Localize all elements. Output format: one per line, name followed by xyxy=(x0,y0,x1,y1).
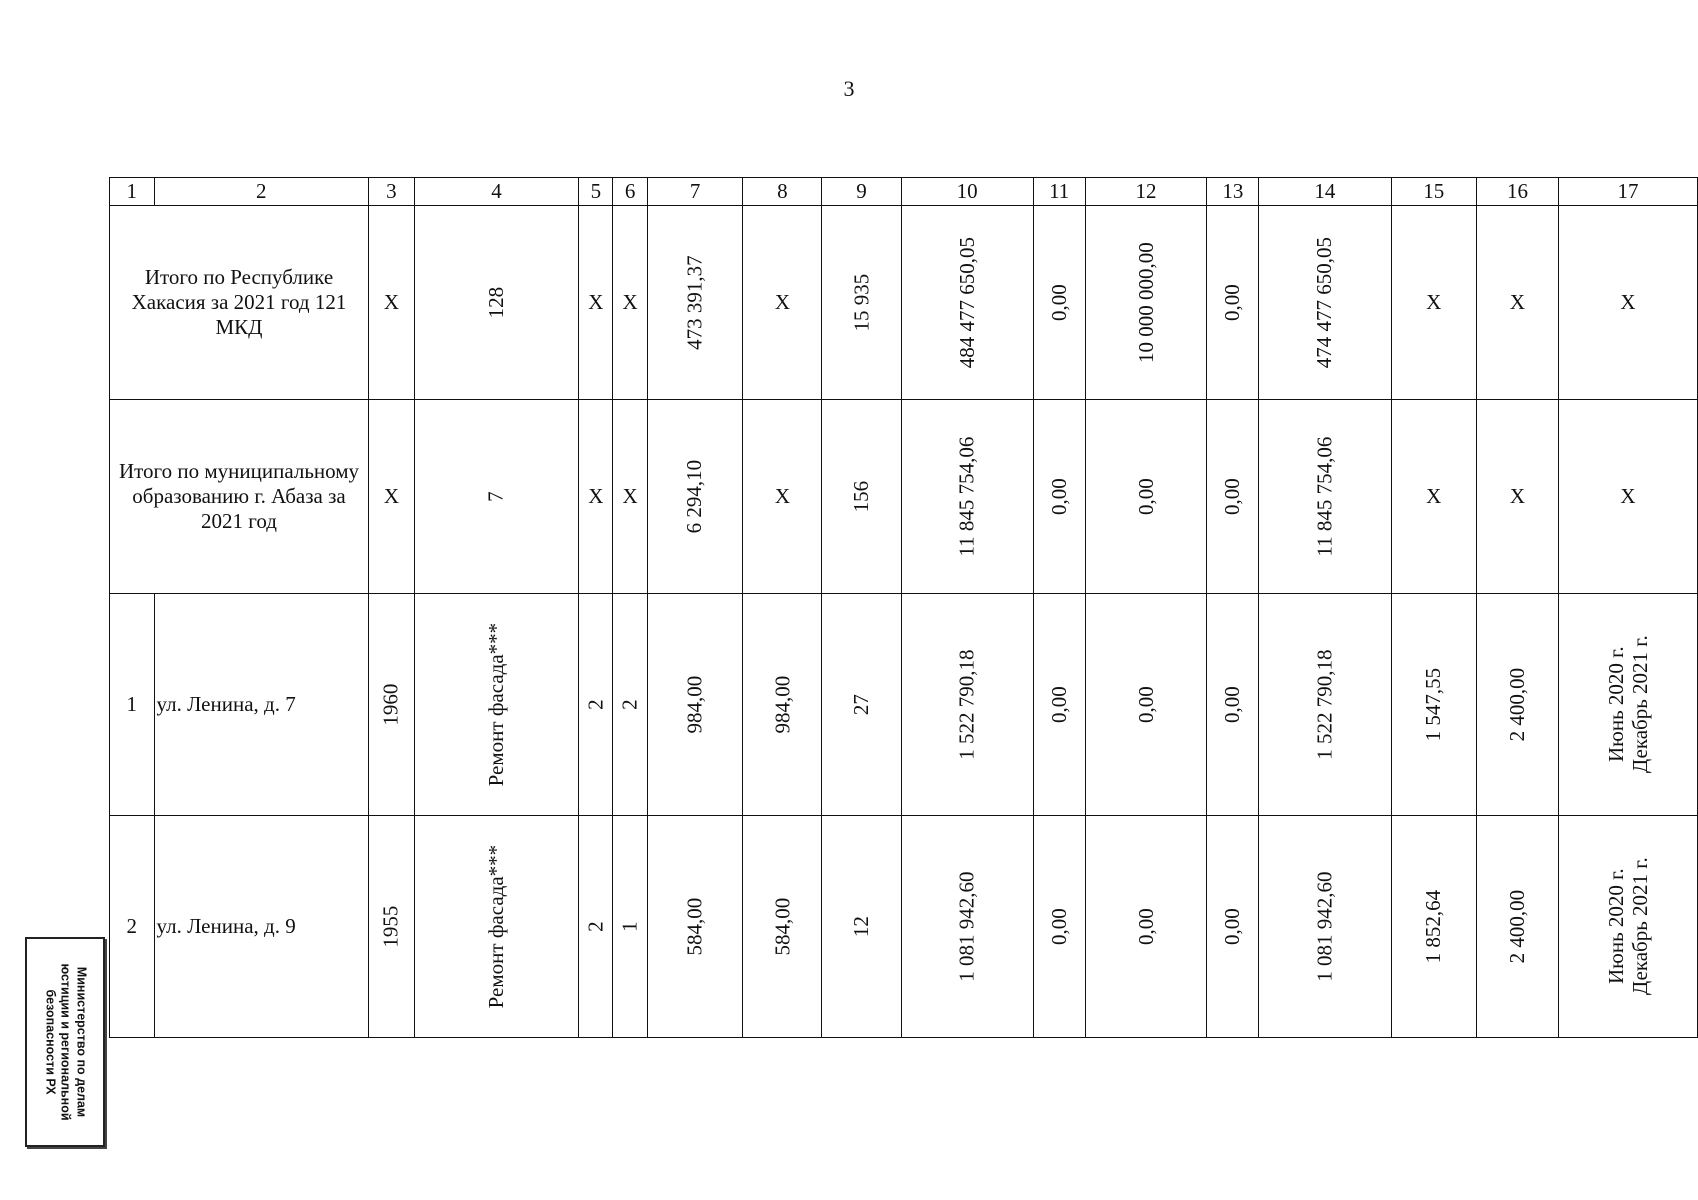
data-cell xyxy=(414,594,579,816)
cell-value: 984,00 xyxy=(769,675,794,734)
total-cell xyxy=(1259,206,1391,400)
data-cell xyxy=(743,594,822,816)
stamp-text xyxy=(42,939,89,1145)
total-cell: X xyxy=(369,206,415,400)
column-number: 13 xyxy=(1207,178,1259,206)
total-cell: X xyxy=(579,206,613,400)
data-cell xyxy=(647,594,743,816)
total-value: 10 000 000,00 xyxy=(1133,242,1158,363)
row-number: 2 xyxy=(110,816,155,1038)
total-cell xyxy=(414,206,579,400)
total-cell xyxy=(1207,206,1259,400)
cell-value: 0,00 xyxy=(1133,686,1158,723)
column-number: 10 xyxy=(901,178,1033,206)
data-cell xyxy=(1085,594,1207,816)
total-value: 128 xyxy=(483,286,508,319)
column-number: 17 xyxy=(1559,178,1698,206)
total-cell xyxy=(1207,400,1259,594)
total-value: 0,00 xyxy=(1133,478,1158,515)
period-end: Декабрь 2021 г. xyxy=(1628,857,1652,995)
capital-repair-table xyxy=(109,177,1698,1038)
cell-value: 0,00 xyxy=(1220,686,1245,723)
cell-value: 12 xyxy=(848,916,873,937)
municipal-total-row xyxy=(110,400,1698,594)
total-cell xyxy=(1033,400,1085,594)
total-cell: X xyxy=(613,206,648,400)
total-value: 473 391,37 xyxy=(682,255,707,350)
cell-value: 1 547,55 xyxy=(1421,667,1446,742)
column-number: 8 xyxy=(743,178,822,206)
column-number: 14 xyxy=(1259,178,1391,206)
column-number: 11 xyxy=(1033,178,1085,206)
data-cell xyxy=(1476,816,1558,1038)
row-number: 1 xyxy=(110,594,155,816)
page-number: 3 xyxy=(843,76,855,101)
total-value: 484 477 650,05 xyxy=(954,236,979,369)
cell-value: 0,00 xyxy=(1220,908,1245,945)
total-cell xyxy=(1085,400,1207,594)
total-cell: X xyxy=(743,206,822,400)
column-number: 1 xyxy=(110,178,155,206)
total-cell xyxy=(1033,206,1085,400)
total-cell xyxy=(414,400,579,594)
total-value: 15 935 xyxy=(848,273,873,332)
data-cell xyxy=(1207,594,1259,816)
total-cell xyxy=(901,400,1033,594)
period-end: Декабрь 2021 г. xyxy=(1628,635,1652,773)
data-cell xyxy=(1259,594,1391,816)
total-label: Итого по Республике Хакасия за 2021 год 121 МКД xyxy=(110,206,369,400)
column-number: 7 xyxy=(647,178,743,206)
cell-value: 1 xyxy=(617,921,642,932)
stamp-line: юстиции и региональной xyxy=(58,963,73,1121)
data-cell xyxy=(613,816,648,1038)
work-type: Ремонт фасада*** xyxy=(483,622,508,787)
total-cell xyxy=(901,206,1033,400)
total-value: 474 477 650,05 xyxy=(1312,236,1337,369)
data-cell xyxy=(822,594,901,816)
cell-value: 1 081 942,60 xyxy=(954,871,979,982)
cell-value: 584,00 xyxy=(682,897,707,956)
data-cell xyxy=(901,594,1033,816)
total-cell: X xyxy=(1476,400,1558,594)
cell-value: 2 xyxy=(583,921,608,932)
data-cell xyxy=(579,816,613,1038)
ministry-stamp xyxy=(25,937,105,1147)
build-year: 1960 xyxy=(378,683,403,726)
data-cell xyxy=(822,816,901,1038)
data-cell xyxy=(613,594,648,816)
total-cell: X xyxy=(369,400,415,594)
total-cell: X xyxy=(1559,400,1698,594)
table-row xyxy=(110,816,1698,1038)
table-row xyxy=(110,594,1698,816)
data-cell xyxy=(579,594,613,816)
total-value: 6 294,10 xyxy=(682,459,707,534)
work-type: Ремонт фасада*** xyxy=(483,844,508,1009)
data-cell xyxy=(1391,816,1476,1038)
total-cell: X xyxy=(1476,206,1558,400)
total-value: 0,00 xyxy=(1220,284,1245,321)
period-start: Июнь 2020 г. xyxy=(1603,646,1628,762)
cell-value: 2 400,00 xyxy=(1504,667,1529,742)
total-cell xyxy=(1259,400,1391,594)
total-value: 11 845 754,06 xyxy=(1312,436,1337,557)
data-cell xyxy=(1033,594,1085,816)
total-cell xyxy=(822,400,901,594)
data-cell xyxy=(1391,594,1476,816)
cell-value: 2 400,00 xyxy=(1504,889,1529,964)
total-cell: X xyxy=(613,400,648,594)
data-cell xyxy=(414,816,579,1038)
total-value: 0,00 xyxy=(1046,284,1071,321)
total-cell: X xyxy=(743,400,822,594)
cell-value: 984,00 xyxy=(682,675,707,734)
total-value: 0,00 xyxy=(1220,478,1245,515)
total-cell xyxy=(822,206,901,400)
column-number: 12 xyxy=(1085,178,1207,206)
column-number: 3 xyxy=(369,178,415,206)
cell-value: 0,00 xyxy=(1046,908,1071,945)
cell-value: 1 522 790,18 xyxy=(954,649,979,760)
total-value: 11 845 754,06 xyxy=(954,436,979,557)
data-cell xyxy=(1559,816,1698,1038)
build-year: 1955 xyxy=(378,905,403,948)
total-cell xyxy=(1085,206,1207,400)
cell-value: 0,00 xyxy=(1046,686,1071,723)
building-address: ул. Ленина, д. 9 xyxy=(154,816,368,1038)
republic-total-row xyxy=(110,206,1698,400)
data-cell xyxy=(1085,816,1207,1038)
column-number: 4 xyxy=(414,178,579,206)
stamp-line: безопасности РХ xyxy=(43,989,58,1095)
building-address: ул. Ленина, д. 7 xyxy=(154,594,368,816)
data-cell xyxy=(1476,594,1558,816)
column-number: 2 xyxy=(154,178,368,206)
cell-value: 0,00 xyxy=(1133,908,1158,945)
total-cell xyxy=(647,206,743,400)
data-cell xyxy=(369,816,415,1038)
column-number: 5 xyxy=(579,178,613,206)
column-number-row xyxy=(110,178,1698,206)
cell-value: 2 xyxy=(617,699,642,710)
period-start: Июнь 2020 г. xyxy=(1603,868,1628,984)
cell-value: 1 522 790,18 xyxy=(1312,649,1337,760)
total-value: 156 xyxy=(848,480,873,513)
stamp-line: Министерство по делам xyxy=(74,966,89,1118)
data-cell xyxy=(901,816,1033,1038)
total-cell: X xyxy=(1391,206,1476,400)
data-cell xyxy=(369,594,415,816)
data-cell xyxy=(1207,816,1259,1038)
column-number: 16 xyxy=(1476,178,1558,206)
data-cell xyxy=(1259,816,1391,1038)
cell-value: 584,00 xyxy=(769,897,794,956)
total-value: 7 xyxy=(483,491,508,502)
column-number: 9 xyxy=(822,178,901,206)
data-cell xyxy=(1033,816,1085,1038)
total-cell: X xyxy=(1559,206,1698,400)
data-cell xyxy=(1559,594,1698,816)
cell-value: 2 xyxy=(583,699,608,710)
total-label: Итого по муниципальному образованию г. Абаза за 2021 год xyxy=(110,400,369,594)
data-cell xyxy=(743,816,822,1038)
cell-value: 1 852,64 xyxy=(1421,889,1446,964)
total-cell xyxy=(647,400,743,594)
total-value: 0,00 xyxy=(1046,478,1071,515)
work-period xyxy=(1604,857,1652,995)
work-period xyxy=(1604,635,1652,773)
cell-value: 27 xyxy=(848,694,873,715)
data-cell xyxy=(647,816,743,1038)
total-cell: X xyxy=(1391,400,1476,594)
cell-value: 1 081 942,60 xyxy=(1312,871,1337,982)
total-cell: X xyxy=(579,400,613,594)
column-number: 15 xyxy=(1391,178,1476,206)
column-number: 6 xyxy=(613,178,648,206)
